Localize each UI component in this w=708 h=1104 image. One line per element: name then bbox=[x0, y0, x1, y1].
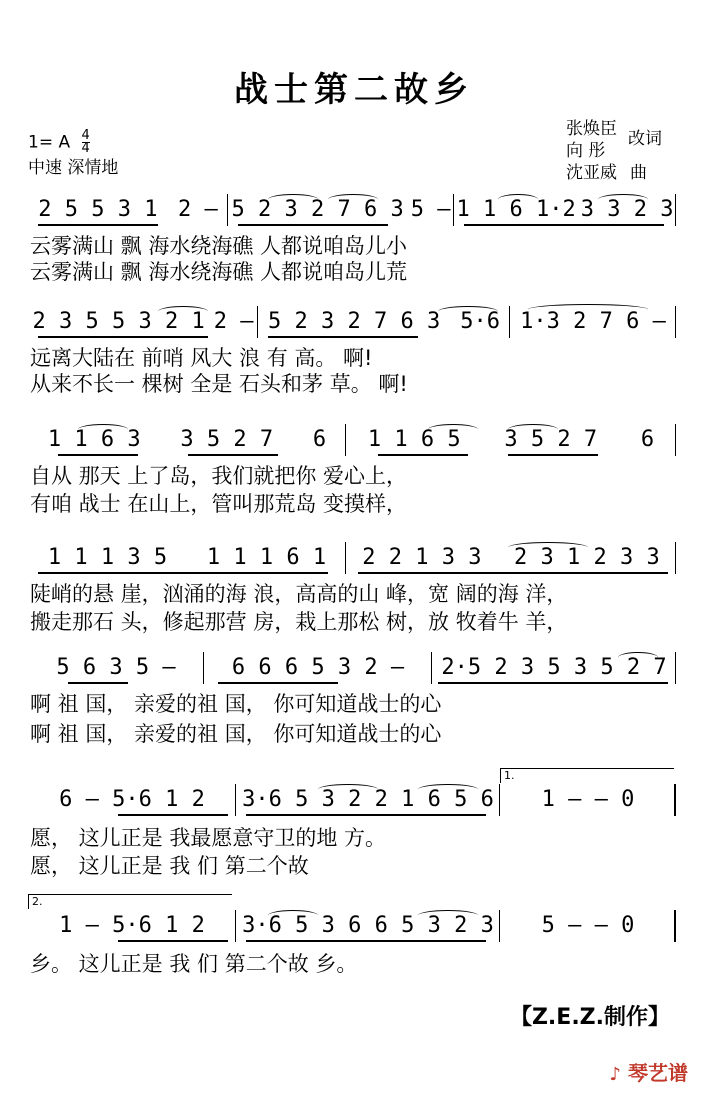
notes: 2 5 5 3 1 bbox=[38, 197, 158, 222]
credit-lyricist-2: 向 彤 bbox=[566, 141, 606, 161]
notes: 2 – bbox=[213, 309, 254, 334]
beam bbox=[358, 572, 668, 574]
score-system-3 bbox=[28, 420, 676, 460]
barline bbox=[675, 306, 677, 338]
beam bbox=[378, 454, 468, 456]
score-system-4 bbox=[28, 538, 676, 578]
notes: 2 – bbox=[177, 197, 218, 222]
notes: 6 6 6 5 3 2 – bbox=[231, 655, 405, 680]
score-title: 战士第二故乡 bbox=[234, 70, 474, 110]
lyric-line-5-verse-2: 啊 祖 国， 亲爱的祖 国， 你可知道战士的心 bbox=[30, 722, 442, 746]
score-system-1 bbox=[28, 190, 676, 230]
beam bbox=[246, 940, 486, 942]
measure bbox=[500, 780, 676, 820]
time-sig-bottom: 4 bbox=[81, 141, 90, 156]
slur bbox=[508, 542, 588, 553]
key-signature bbox=[28, 130, 90, 155]
beam bbox=[118, 940, 228, 942]
time-sig-top: 4 bbox=[81, 128, 90, 143]
notes: 3 5 2 7 bbox=[180, 427, 274, 452]
beam bbox=[268, 336, 418, 338]
barline bbox=[675, 542, 677, 574]
slur bbox=[598, 194, 648, 205]
score-system-7 bbox=[28, 895, 676, 946]
notes: 3·6 5 3 6 6 5 3 2 3 bbox=[242, 913, 494, 938]
beam bbox=[38, 224, 158, 226]
watermark-text: 琴艺谱 bbox=[628, 1061, 688, 1085]
repeat-end-barline bbox=[674, 784, 677, 816]
lyric-line-6-verse-2: 愿， 这儿正是 我 们 第二个故 bbox=[30, 854, 309, 878]
beam bbox=[438, 682, 668, 684]
maker-credit: 【Z.E.Z.制作】 bbox=[509, 1005, 670, 1030]
slur bbox=[318, 784, 378, 795]
slur bbox=[498, 194, 538, 205]
score-system-5 bbox=[28, 648, 676, 688]
tempo-marking: 中速 深情地 bbox=[28, 158, 119, 178]
lyric-line-4-verse-1: 陡峭的悬 崖，汹涌的海 浪，高高的山 峰，宽 阔的海 洋， bbox=[30, 582, 568, 606]
notes: 2 2 1 3 3 bbox=[362, 545, 482, 570]
credit-role-music: 曲 bbox=[630, 163, 647, 183]
slur bbox=[418, 910, 478, 921]
volta-bracket-1: 1. bbox=[500, 768, 674, 783]
notes: 1·3 2 7 6 – bbox=[520, 309, 666, 334]
score-system-6 bbox=[28, 769, 676, 820]
final-barline bbox=[674, 910, 677, 942]
slur bbox=[428, 424, 478, 435]
notes: 1 – – 0 bbox=[541, 787, 635, 812]
lyric-line-6-verse-1: 愿， 这儿正是 我最愿意守卫的地 方。 bbox=[30, 826, 387, 850]
notes: 3 5 2 7 bbox=[504, 427, 598, 452]
notes: 1 – 5·6 1 2 bbox=[59, 913, 205, 938]
notes: 2 3 5 5 3 2 1 bbox=[32, 309, 205, 334]
slur bbox=[78, 424, 128, 435]
lyric-line-2-verse-2: 从来不长一 棵树 全是 石头和茅 草。 啊! bbox=[30, 372, 408, 396]
notes: 6 bbox=[640, 427, 655, 452]
notes: 1 1 6 3 bbox=[47, 427, 141, 452]
lyric-line-2-verse-1: 远离大陆在 前哨 风大 浪 有 高。 啊! bbox=[30, 346, 373, 370]
beam bbox=[238, 224, 388, 226]
barline bbox=[675, 424, 677, 456]
beam bbox=[464, 224, 664, 226]
beam bbox=[246, 814, 486, 816]
beam bbox=[118, 814, 228, 816]
notes: 1 1 6 5 bbox=[367, 427, 461, 452]
barline bbox=[675, 652, 677, 684]
beam bbox=[508, 454, 598, 456]
slur bbox=[268, 910, 318, 921]
lyric-line-1-verse-1: 云雾满山 飘 海水绕海礁 人都说咱岛儿小 bbox=[30, 234, 408, 258]
lyric-line-3-verse-2: 有咱 战士 在山上，管叫那荒岛 变摸样， bbox=[30, 492, 408, 516]
music-note-icon: ♪ bbox=[609, 1064, 622, 1085]
site-watermark bbox=[610, 1057, 688, 1086]
beam bbox=[38, 572, 328, 574]
lyric-line-5-verse-1: 啊 祖 国， 亲爱的祖 国， 你可知道战士的心 bbox=[30, 692, 442, 716]
barline bbox=[675, 194, 677, 226]
notes: 1 1 6 1·2 bbox=[456, 197, 576, 222]
lyric-line-7-verse-1: 乡。 这儿正是 我 们 第二个故 乡。 bbox=[30, 952, 358, 976]
slur bbox=[528, 304, 648, 315]
lyric-line-1-verse-2: 云雾满山 飘 海水绕海礁 人都说咱岛儿荒 bbox=[30, 260, 408, 284]
key-label: 1= A bbox=[28, 132, 71, 153]
beam bbox=[188, 454, 278, 456]
beam bbox=[68, 682, 128, 684]
time-signature bbox=[82, 130, 90, 155]
beam bbox=[218, 682, 338, 684]
slur bbox=[158, 306, 208, 317]
volta-bracket-2: 2. bbox=[28, 894, 232, 909]
notes: 5 2 3 2 7 6 3 bbox=[268, 309, 441, 334]
credit-lyricist-1: 张焕臣 bbox=[566, 119, 617, 139]
notes: 5 2 3 2 7 6 3 bbox=[231, 197, 404, 222]
slur bbox=[618, 652, 658, 663]
notes: 1 1 1 6 1 bbox=[206, 545, 327, 570]
notes: 5 6 3 5 – bbox=[56, 655, 176, 680]
notes: 3·6 5 3 2 2 1 6 5 6 bbox=[242, 787, 494, 812]
slur bbox=[268, 194, 318, 205]
beam bbox=[58, 454, 138, 456]
beam bbox=[38, 336, 208, 338]
slur bbox=[438, 306, 498, 317]
score-system-2 bbox=[28, 302, 676, 342]
notes: 6 – 5·6 1 2 bbox=[59, 787, 205, 812]
slur bbox=[508, 424, 558, 435]
measure bbox=[500, 906, 676, 946]
notes: 3 3 2 3 bbox=[580, 197, 674, 222]
slur bbox=[328, 194, 378, 205]
notes: 5·6 bbox=[460, 309, 500, 334]
lyric-line-3-verse-1: 自从 那天 上了岛，我们就把你 爱心上， bbox=[30, 464, 408, 488]
credit-composer: 沈亚威 bbox=[566, 163, 617, 183]
notes: 5 – bbox=[410, 197, 451, 222]
credit-role-lyrics: 改词 bbox=[628, 129, 662, 149]
notes: 2·5 2 3 5 3 5 2 7 bbox=[441, 655, 667, 680]
notes: 1 1 1 3 5 bbox=[47, 545, 168, 570]
notes: 5 – – 0 bbox=[541, 913, 635, 938]
notes: 6 bbox=[312, 427, 327, 452]
lyric-line-4-verse-2: 搬走那石 头，修起那营 房，栽上那松 树，放 牧着牛 羊， bbox=[30, 610, 568, 634]
slur bbox=[418, 784, 478, 795]
notes: 2 3 1 2 3 3 bbox=[514, 545, 660, 570]
